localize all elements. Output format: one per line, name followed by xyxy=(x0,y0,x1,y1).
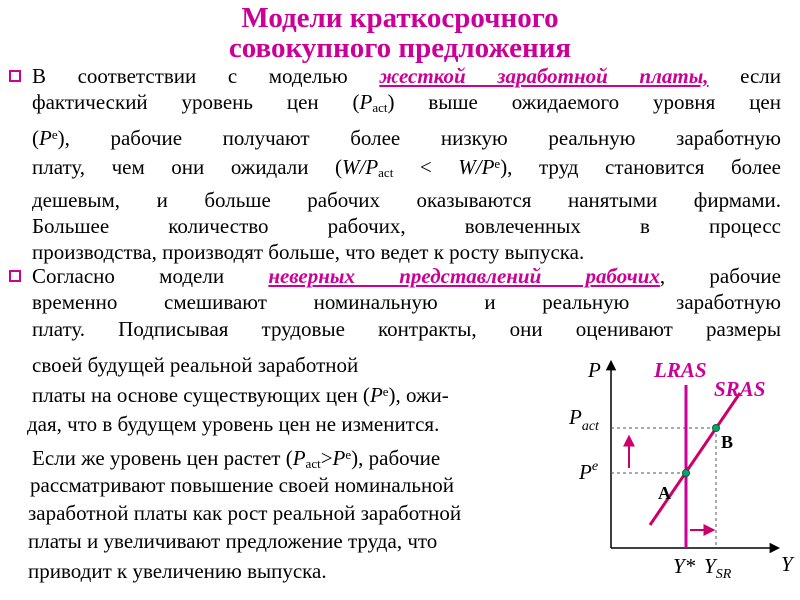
bullet-2-line-7: Если же уровень цен растет $(P_{act}>P^e)$, рабочие xyxy=(32,446,441,471)
bullet-2-line-2: временно смешивают номинальную и реальную заработную xyxy=(32,290,781,315)
bullet-1-line-7: производства, производят больше, что ведет к росту выпуска. xyxy=(32,240,585,265)
x-axis-label: Y xyxy=(781,552,793,576)
y-axis-label: P xyxy=(588,358,601,382)
bullet-1-line-4: плату, чем они ожидали $(W/P_{act} < W/P^e)$, труд становится более xyxy=(32,155,781,181)
sras-line xyxy=(650,393,740,525)
misperception-highlight: неверных представлений рабочих xyxy=(268,264,660,288)
sras-label: SRAS xyxy=(714,377,766,401)
p-act-label: $P_{act}$ xyxy=(569,405,599,434)
lras-label: LRAS xyxy=(654,358,707,382)
y-star-label: Y* xyxy=(673,554,696,578)
point-b xyxy=(713,425,720,432)
slide-title-line-1: Модели краткосрочного xyxy=(241,2,559,34)
y-sr-label: $Y_{SR}$ xyxy=(704,554,732,582)
bullet-1-line-1: В соответствии с моделью жесткой заработной платы, если xyxy=(32,64,781,88)
point-b-label: B xyxy=(721,432,734,452)
bullet-1-line-5: дешевым, и больше рабочих оказываются нанятыми фирмами. xyxy=(32,187,781,212)
bullet-2-line-4: своей будущей реальной заработной xyxy=(32,353,359,377)
slide-title-line-2: совокупного предложения xyxy=(228,32,572,64)
point-a-label: A xyxy=(658,483,671,503)
point-a xyxy=(683,470,690,477)
bullet-1-line-2: фактический уровень цен $(P_{act})$ выше ожидаемого уровня цен xyxy=(32,90,781,116)
bullet-2-line-6: дая, что в будущем уровень цен не изменится. xyxy=(27,412,440,436)
bullet-2-line-9: заработной платы как рост реальной заработной xyxy=(28,501,462,525)
bullet-2-line-8: рассматривают повышение своей номинальной xyxy=(30,473,454,497)
bullet-2-line-3: плату. Подписывая трудовые контракты, они оценивают размеры xyxy=(32,316,781,341)
bullet-2-line-5: платы на основе существующих цен $(P^e)$, ожи- xyxy=(32,383,449,407)
sticky-wage-highlight: жесткой заработной платы, xyxy=(379,64,709,88)
p-e-label: $P^e$ xyxy=(579,459,599,484)
bullet-1-line-6: Большее количество рабочих, вовлеченных в процесс xyxy=(32,214,781,239)
bullet-2-line-1: Согласно модели неверных представлений рабочих, рабочие xyxy=(32,264,781,288)
bullet-2-line-11: приводит к увеличению выпуска. xyxy=(28,559,327,583)
bullet-1-line-3: $(P^e)$, рабочие получают более низкую реальную заработную xyxy=(32,125,781,150)
bullet-2-line-10: платы и увеличивают предложение труда, что xyxy=(28,529,438,553)
